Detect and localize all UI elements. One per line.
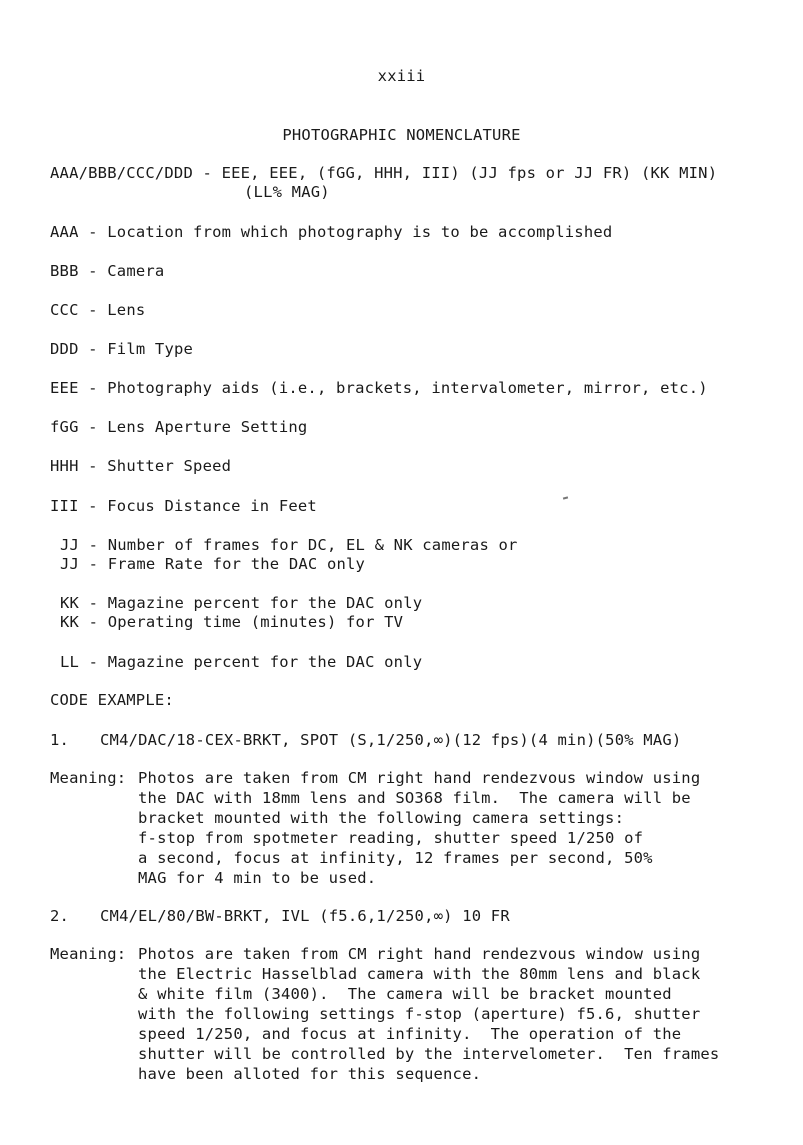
definition-eee: EEE - Photography aids (i.e., brackets, intervalometer, mirror, etc.) — [50, 379, 708, 397]
definition-fgg: fGG - Lens Aperture Setting — [50, 418, 308, 436]
example-1-number: 1. — [50, 731, 70, 749]
example-2-meaning-line: shutter will be controlled by the intervelometer. Ten frames — [138, 1045, 720, 1063]
definition-hhh: HHH - Shutter Speed — [50, 457, 232, 475]
example-2-meaning-line: with the following settings f-stop (aperture) f5.6, shutter — [138, 1005, 701, 1023]
code-example-heading: CODE EXAMPLE: — [50, 691, 174, 709]
definition-ccc: CCC - Lens — [50, 301, 146, 319]
page-title: PHOTOGRAPHIC NOMENCLATURE — [282, 126, 521, 144]
example-1-meaning-line: bracket mounted with the following camera settings: — [138, 809, 625, 827]
definition-ddd: DDD - Film Type — [50, 340, 194, 358]
example-2-meaning-line: speed 1/250, and focus at infinity. The operation of the — [138, 1025, 682, 1043]
example-2-meaning-line: the Electric Hasselblad camera with the 80mm lens and black — [138, 965, 701, 983]
definition-bbb: BBB - Camera — [50, 262, 165, 280]
example-1-meaning — [138, 768, 700, 888]
definition-jj-frames: JJ - Number of frames for DC, EL & NK cameras or — [60, 536, 518, 554]
format-line-2: (LL% MAG) — [244, 183, 330, 201]
example-1-meaning-line: the DAC with 18mm lens and SO368 film. The camera will be — [138, 789, 691, 807]
example-1-meaning-line: Photos are taken from CM right hand rendezvous window using — [138, 769, 701, 787]
example-2-meaning — [138, 944, 719, 1084]
example-2-meaning-line: have been alloted for this sequence. — [138, 1065, 482, 1083]
example-1-code: CM4/DAC/18-CEX-BRKT, SPOT (S,1/250,∞)(12 fps)(4 min)(50% MAG) — [100, 731, 682, 749]
definition-kk-magazine: KK - Magazine percent for the DAC only — [60, 594, 423, 612]
page-number: xxiii — [377, 67, 426, 85]
definition-ll: LL - Magazine percent for the DAC only — [60, 653, 423, 671]
format-line-1: AAA/BBB/CCC/DDD - EEE, EEE, (fGG, HHH, III) (JJ fps or JJ FR) (KK MIN) — [50, 164, 718, 182]
example-2-code: CM4/EL/80/BW-BRKT, IVL (f5.6,1/250,∞) 10 FR — [100, 907, 510, 925]
example-2-number: 2. — [50, 907, 70, 925]
definition-aaa: AAA - Location from which photography is to be accomplished — [50, 223, 613, 241]
definition-kk-time: KK - Operating time (minutes) for TV — [60, 613, 404, 631]
definition-jj-rate: JJ - Frame Rate for the DAC only — [60, 555, 366, 573]
example-1-meaning-line: f-stop from spotmeter reading, shutter speed 1/250 of — [138, 829, 644, 847]
example-2-meaning-line: Photos are taken from CM right hand rendezvous window using — [138, 945, 701, 963]
example-2-meaning-line: & white film (3400). The camera will be bracket mounted — [138, 985, 672, 1003]
example-2-meaning-label: Meaning: — [50, 945, 127, 963]
example-1-meaning-line: MAG for 4 min to be used. — [138, 869, 377, 887]
definition-iii: III - Focus Distance in Feet — [50, 497, 317, 515]
scan-speck — [563, 496, 568, 499]
example-1-meaning-line: a second, focus at infinity, 12 frames per second, 50% — [138, 849, 653, 867]
example-1-meaning-label: Meaning: — [50, 769, 127, 787]
